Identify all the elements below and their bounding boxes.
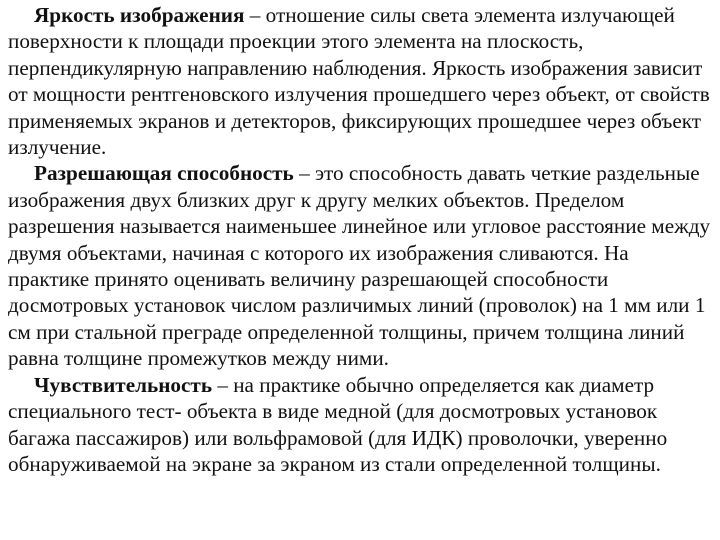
definition-resolution: – это способность давать четкие раздельные изображения двух близких друг к другу мелких объектов. Пределом разрешения называется наименьшее линейное или угловое расстояние между двумя объектами, начиная с которого их изображения сливаются. На практике принято оценивать величину разрешающей способности досмотровых установок числом различимых линий (проволок) на 1 мм или 1 см при стальной преграде определенной толщины, причем толщина линий равна толщине промежутков между ними. [8, 161, 711, 371]
definition-brightness: – отношение силы света элемента излучающей поверхности к площади проекции этого элемента на плоскость, перпендикулярную направлению наблюдения. Яркость изображения зависит от мощности рентгеновского излучения прошедшего через объект, от свойств применяемых экранов и детекторов, фиксирующих прошедшее через объект излучение. [8, 3, 710, 160]
paragraph-resolution [8, 160, 714, 371]
document-page [8, 2, 714, 538]
paragraph-sensitivity [8, 372, 714, 478]
term-brightness: Яркость изображения [34, 3, 245, 27]
term-sensitivity: Чувствительность [34, 372, 213, 397]
definition-sensitivity: – на практике обычно определяется как диаметр специального тест- объекта в виде медной (для досмотровых установок багажа пассажиров) или вольфрамовой (для ИДК) проволочки, уверенно обнаруживаемой на экране за экраном из стали определенной толщины. [8, 372, 668, 476]
paragraph-brightness [8, 2, 714, 160]
term-resolution: Разрешающая способность [34, 161, 294, 186]
